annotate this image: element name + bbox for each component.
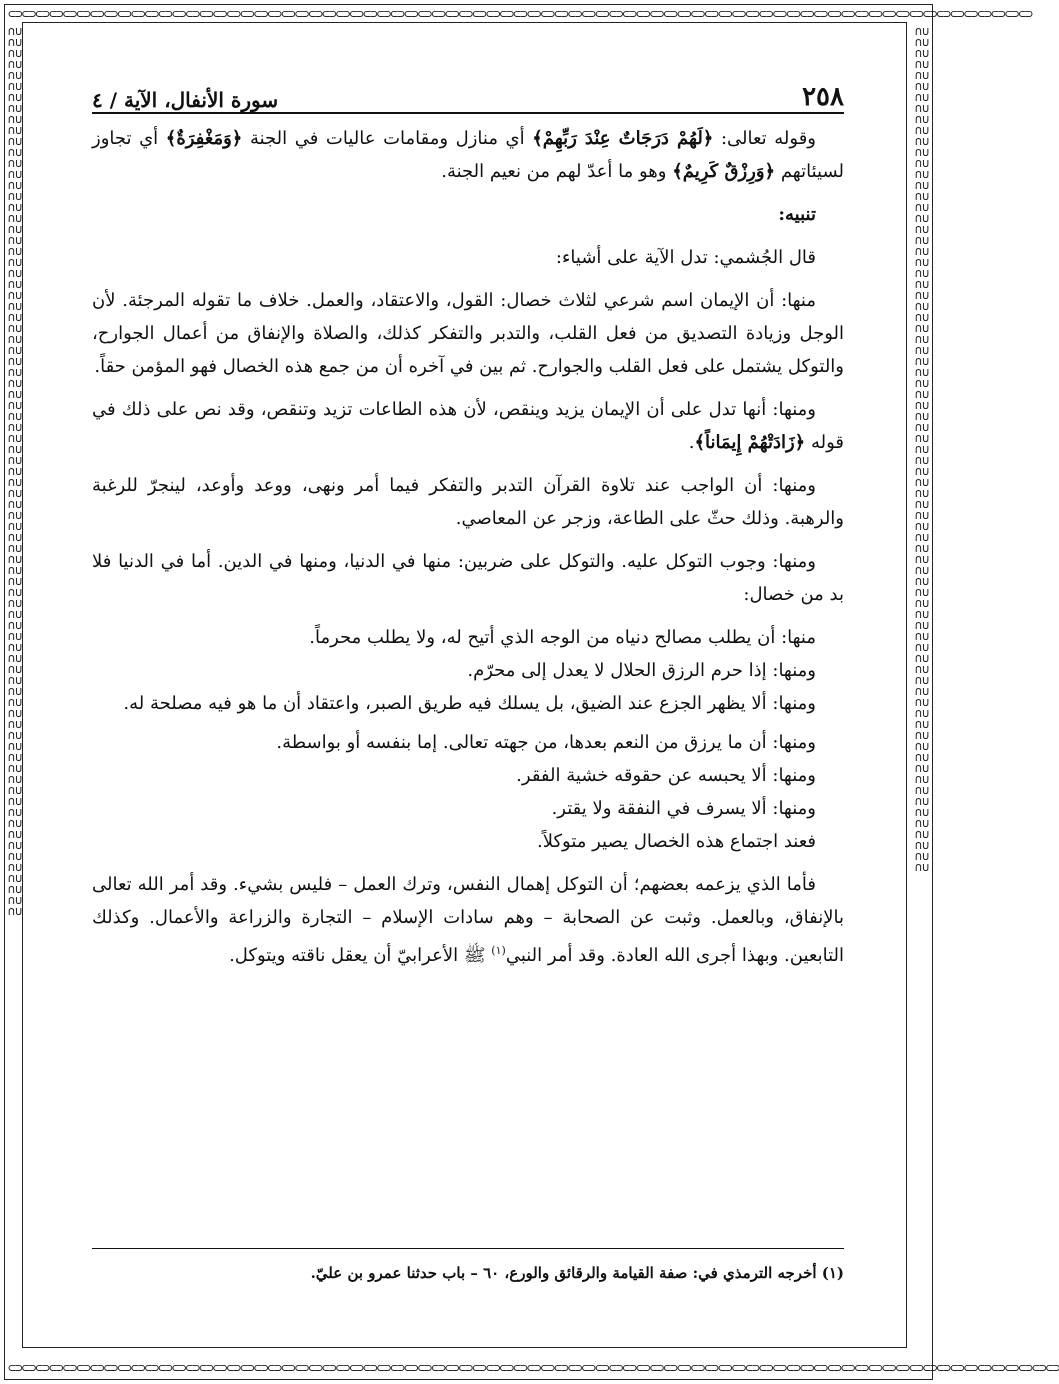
text-span: ومنها: أنها تدل على أن الإيمان يزيد وينقص، لأن هذه الطاعات تزيد وتنقص، وقد نص على ذلك في قوله bbox=[92, 399, 844, 453]
text-span: ﷺ الأعرابيّ أن يعقل ناقته ويتوكل. bbox=[229, 945, 492, 966]
sub-item: ومنها: أن ما يرزق من النعم بعدها، من جهته تعالى. إما بنفسه أو بواسطة. bbox=[276, 732, 816, 753]
sub-item: ومنها: ألا يحبسه عن حقوقه خشية الفقر. bbox=[516, 765, 816, 786]
footnote-ref[interactable]: (١) bbox=[491, 944, 506, 957]
border-chain-bottom: ⊂⊃⊂⊃⊂⊃⊂⊃⊂⊃⊂⊃⊂⊃⊂⊃⊂⊃⊂⊃⊂⊃⊂⊃⊂⊃⊂⊃⊂⊃⊂⊃⊂⊃⊂⊃⊂⊃⊂⊃⊂⊃⊂⊃⊂⊃⊂⊃⊂⊃⊂⊃⊂⊃⊂⊃⊂⊃⊂⊃⊂⊃⊂⊃⊂⊃⊂⊃⊂⊃⊂⊃⊂⊃⊂⊃⊂⊃⊂⊃⊂⊃⊂⊃⊂⊃⊂⊃⊂⊃⊂⊃⊂⊃⊂⊃⊂⊃⊂⊃⊂⊃⊂⊃⊂⊃⊂⊃⊂⊃⊂⊃⊂⊃⊂⊃⊂⊃⊂⊃⊂⊃⊂⊃⊂⊃⊂⊃⊂⊃⊂⊃⊂⊃⊂⊃⊂⊃⊂⊃⊂⊃⊂⊃⊂⊃⊂⊃⊂⊃⊂⊃⊂⊃ bbox=[8, 1361, 1059, 1376]
paragraph-6: ومنها: وجوب التوكل عليه. والتوكل على ضربين: منها في الدنيا، ومنها في الدين. أما في الدنيا فلا بد من خصال: bbox=[92, 551, 844, 605]
paragraph-2: قال الجُشمي: تدل الآية على أشياء: bbox=[555, 247, 816, 268]
quran-quote: ﴿زَادَتْهُمْ إِيمَاناً﴾ bbox=[694, 432, 806, 453]
border-chain-left: ∩∪∩∪∩∪∩∪∩∪∩∪∩∪∩∪∩∪∩∪∩∪∩∪∩∪∩∪∩∪∩∪∩∪∩∪∩∪∩∪∩∪∩∪∩∪∩∪∩∪∩∪∩∪∩∪∩∪∩∪∩∪∩∪∩∪∩∪∩∪∩∪∩∪∩∪∩∪∩∪∩∪∩∪∩∪∩∪∩∪∩∪∩∪∩∪∩∪∩∪∩∪∩∪∩∪∩∪∩∪∩∪∩∪∩∪∩∪∩∪∩∪∩∪∩∪∩∪∩∪∩∪∩∪∩∪∩∪∩∪∩∪∩∪∩∪∩∪∩∪∩∪∩∪∩∪∩∪∩∪∩∪ bbox=[7, 24, 23, 918]
page-header bbox=[92, 60, 844, 114]
section-heading: تنبيه: bbox=[778, 204, 816, 225]
quran-quote: ﴿وَرِزْقٌ كَرِيمٌ﴾ bbox=[672, 161, 776, 182]
text-span: فأما الذي يزعمه بعضهم؛ أن التوكل إهمال النفس، وترك العمل – فليس بشيء. وقد أمر الله تعالى بالإنفاق، وبالعمل. وثبت عن الصحابة – وهم سادات الإسلام – التجارة والزراعة والأعمال. وكذلك التابعين. وبهذا أجرى الله العادة. وقد أمر النبي bbox=[92, 874, 844, 966]
running-title: سورة الأنفال، الآية / ٤ bbox=[92, 88, 279, 112]
sub-item: منها: أن يطلب مصالح دنياه من الوجه الذي أتيح له، ولا يطلب محرماً. bbox=[309, 627, 816, 648]
paragraph-3: منها: أن الإيمان اسم شرعي لثلاث خصال: القول، والاعتقاد، والعمل. خلاف ما تقوله المرجئة. لأن الوجل وزيادة التصديق من فعل القلب، والتدبر والتفكر كذلك، والصلاة والإنفاق من أعمال الجوارح، والتوكل يشتمل على فعل القلب والجوارح. ثم بين في آخره أن من جمع هذه الخصال فهو المؤمن حقاً. bbox=[92, 290, 844, 377]
footnotes bbox=[92, 1248, 844, 1285]
border-chain-right: ∩∪∩∪∩∪∩∪∩∪∩∪∩∪∩∪∩∪∩∪∩∪∩∪∩∪∩∪∩∪∩∪∩∪∩∪∩∪∩∪∩∪∩∪∩∪∩∪∩∪∩∪∩∪∩∪∩∪∩∪∩∪∩∪∩∪∩∪∩∪∩∪∩∪∩∪∩∪∩∪∩∪∩∪∩∪∩∪∩∪∩∪∩∪∩∪∩∪∩∪∩∪∩∪∩∪∩∪∩∪∩∪∩∪∩∪∩∪∩∪∩∪∩∪∩∪∩∪∩∪∩∪∩∪∩∪∩∪∩∪∩∪∩∪∩∪∩∪∩∪∩∪∩∪ bbox=[914, 24, 930, 874]
sub-item: ومنها: ألا يسرف في النفقة ولا يقتر. bbox=[551, 798, 816, 819]
border-chain-top: ⊂⊃⊂⊃⊂⊃⊂⊃⊂⊃⊂⊃⊂⊃⊂⊃⊂⊃⊂⊃⊂⊃⊂⊃⊂⊃⊂⊃⊂⊃⊂⊃⊂⊃⊂⊃⊂⊃⊂⊃⊂⊃⊂⊃⊂⊃⊂⊃⊂⊃⊂⊃⊂⊃⊂⊃⊂⊃⊂⊃⊂⊃⊂⊃⊂⊃⊂⊃⊂⊃⊂⊃⊂⊃⊂⊃⊂⊃⊂⊃⊂⊃⊂⊃⊂⊃⊂⊃⊂⊃⊂⊃⊂⊃⊂⊃⊂⊃⊂⊃⊂⊃⊂⊃⊂⊃⊂⊃⊂⊃⊂⊃⊂⊃⊂⊃⊂⊃⊂⊃⊂⊃⊂⊃⊂⊃⊂⊃⊂⊃⊂⊃⊂⊃⊂⊃⊂⊃⊂⊃⊂⊃⊂⊃⊂⊃⊂⊃⊂⊃ bbox=[8, 7, 1032, 22]
quran-quote: ﴿لَهُمْ دَرَجَاتٌ عِنْدَ رَبِّهِمْ﴾ bbox=[532, 128, 714, 149]
text-span: أي منازل ومقامات عاليات في الجنة bbox=[242, 128, 533, 149]
text-span: أي تجاوز لسيئاتهم bbox=[92, 128, 844, 182]
main-text bbox=[92, 122, 844, 972]
paragraph-1 bbox=[92, 122, 844, 188]
text-span: . bbox=[688, 432, 695, 453]
page-body bbox=[92, 60, 844, 982]
sub-item: ومنها: إذا حرم الرزق الحلال لا يعدل إلى محرّم. bbox=[467, 660, 816, 681]
sub-list bbox=[92, 621, 844, 858]
sub-item: ومنها: ألا يظهر الجزع عند الضيق، بل يسلك فيه طريق الصبر، واعتقاد أن ما هو فيه مصلحة له. bbox=[123, 693, 816, 714]
paragraph-4 bbox=[92, 393, 844, 459]
sub-item: فعند اجتماع هذه الخصال يصير متوكلاً. bbox=[537, 831, 816, 852]
paragraph-7 bbox=[92, 868, 844, 972]
text-span: وهو ما أعدّ لهم من نعيم الجنة. bbox=[441, 161, 673, 182]
quran-quote: ﴿وَمَغْفِرَةٌ﴾ bbox=[165, 128, 243, 149]
paragraph-5: ومنها: أن الواجب عند تلاوة القرآن التدبر والتفكر فيما أمر ونهى، ووعد وأوعد، لينجرّ للرغبة والرهبة. وذلك حثّ على الطاعة، وزجر عن المعاصي. bbox=[92, 475, 844, 529]
footnote-1: (١) أخرجه الترمذي في: صفة القيامة والرقائق والورع، ٦٠ – باب حدثنا عمرو بن عليّ. bbox=[310, 1264, 844, 1282]
text-span: وقوله تعالى: bbox=[713, 128, 816, 149]
page-number: ٢٥٨ bbox=[802, 82, 844, 112]
